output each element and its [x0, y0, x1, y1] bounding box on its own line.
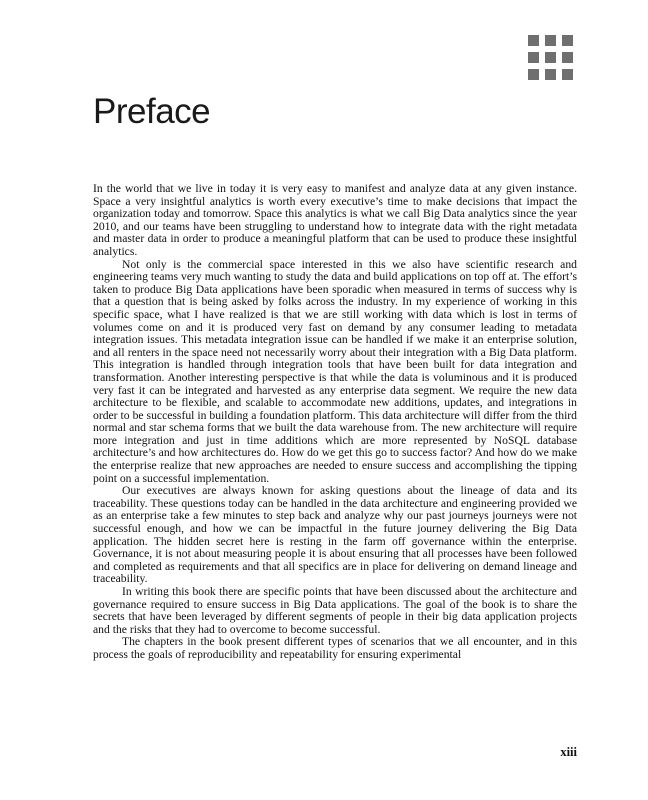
paragraph: In writing this book there are specific points that have been discussed about the architecture and governance required to ensure success in Big Data applications. The goal of the book is to share the secrets that have been leveraged by different segments of people in their big data application projects and the risks that they had to overcome to become successful.	[93, 585, 577, 636]
grid-square	[562, 35, 573, 46]
grid-square	[528, 52, 539, 63]
body-text	[93, 183, 577, 662]
paragraph: The chapters in the book present different types of scenarios that we all encounter, and in this process the goals of reproducibility and repeatability for ensuring experimental	[93, 635, 577, 661]
paragraph: Our executives are always known for asking questions about the lineage of data and its traceability. These questions today can be handled in the data architecture and engineering provided we as an enterprise take a few minutes to step back and analyze why our past journeys journeys were not successful enough, and how we can be impactful in the future journey delivering the Big Data application. The hidden secret here is resting in the farm off governance within the enterprise. Governance, it is not about measuring people it is about ensuring that all processes have been followed and completed as requirements and that all specifics are in place for delivering on demand lineage and traceability.	[93, 484, 577, 586]
grid-square	[545, 52, 556, 63]
paragraph: In the world that we live in today it is very easy to manifest and analyze data at any given instance. Space a very insightful analytics is worth every executive’s time to make decisions that impact the organization today and tomorrow. Space this analytics is what we call Big Data analytics since the year 2010, and our teams have been struggling to understand how to integrate data with the right metadata and master data in order to produce a meaningful platform that can be used to produce these insightful analytics.	[93, 182, 577, 258]
grid-squares-icon	[528, 35, 573, 80]
paragraph: Not only is the commercial space interested in this we also have scientific research and engineering teams very much wanting to study the data and build applications on top off at. The effort’s taken to produce Big Data applications have been sporadic when measured in terms of success why is that a question that is being asked by folks across the industry. In my experience of working in this specific space, what I have realized is that we are still working with data which is lost in terms of volumes come on and it is produced very fast on demand by any consumer leading to metadata integration issues. This metadata integration issue can be handled if we make it an enterprise solution, and all renters in the space need not necessarily worry about their integration with a Big Data platform. This integration is handled through integration tools that have been built for data integration and transformation. Another interesting perspective is that while the data is voluminous and it is produced very fast it can be integrated and harvested as any enterprise data segment. We require the new data architecture to be flexible, and scalable to accommodate new additions, updates, and integrations in order to be successful in building a foundation platform. This data architecture will differ from the third normal and star schema forms that we built the data warehouse from. The new architecture will require more integration and just in time additions which are more represented by NoSQL database architecture’s and how architectures do. How do we get this go to success factor? And how do we make the enterprise realize that new approaches are needed to ensure success and accomplishing the tipping point on a successful implementation.	[93, 257, 577, 485]
page-title: Preface	[93, 92, 211, 131]
page-number: xiii	[560, 745, 577, 759]
grid-square	[545, 35, 556, 46]
grid-square	[562, 69, 573, 80]
grid-square	[528, 35, 539, 46]
grid-square	[562, 52, 573, 63]
grid-square	[528, 69, 539, 80]
grid-square	[545, 69, 556, 80]
